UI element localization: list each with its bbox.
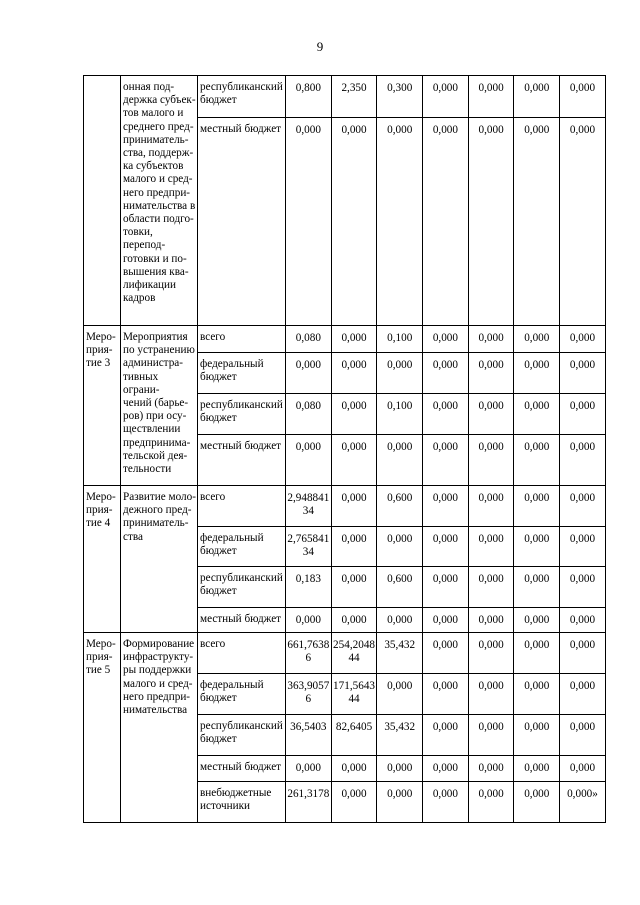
page-number: 9 [316,39,324,54]
value-cell: 0,000 [423,353,469,394]
value-cell: 0,300 [377,76,423,118]
value-cell: 0,000 [560,527,606,567]
value-cell: 0,000 [286,608,332,633]
value-cell: 0,000 [377,674,423,715]
value-cell: 0,000» [560,782,606,823]
value-cell: 0,000 [468,674,514,715]
value-cell: 0,000 [286,435,332,486]
value-cell: 0,000 [377,756,423,782]
value-cell: 0,000 [423,715,469,756]
value-cell: 0,000 [514,782,560,823]
value-cell: 0,000 [423,435,469,486]
value-cell: 36,5403 [286,715,332,756]
value-cell: 0,000 [331,567,377,608]
value-cell: 0,000 [514,715,560,756]
description-cell: онная под- держка субъек- тов малого и среднего пред- приниматель- ства, поддерж- ка субъектов малого и сред- него предпри- нимательства в области подго- товки, перепод- готовки и по- вышения ква- лификации кадров [121,76,198,326]
value-cell: 0,000 [331,118,377,326]
value-cell: 0,000 [331,394,377,435]
value-cell: 82,6405 [331,715,377,756]
value-cell: 0,000 [560,486,606,527]
event-cell: Меро- прия- тие 3 [84,326,121,486]
funding-source-cell: местный бюджет [198,435,286,486]
value-cell: 0,000 [560,715,606,756]
value-cell: 0,183 [286,567,332,608]
value-cell: 2,350 [331,76,377,118]
value-cell: 0,000 [423,76,469,118]
value-cell: 0,000 [377,353,423,394]
value-cell: 35,432 [377,633,423,674]
value-cell: 0,000 [514,118,560,326]
table-row [84,76,606,118]
value-cell: 0,000 [331,435,377,486]
value-cell: 0,000 [423,567,469,608]
value-cell: 0,000 [468,435,514,486]
funding-source-cell: всего [198,326,286,353]
value-cell: 363,9057 6 [286,674,332,715]
table-row [84,326,606,353]
value-cell: 0,000 [468,633,514,674]
value-cell: 0,000 [468,76,514,118]
value-cell: 254,2048 44 [331,633,377,674]
value-cell: 0,000 [423,756,469,782]
value-cell: 0,000 [377,118,423,326]
funding-source-cell: федеральный бюджет [198,527,286,567]
event-cell: Меро- прия- тие 4 [84,486,121,633]
value-cell: 2,765841 34 [286,527,332,567]
value-cell: 0,000 [560,435,606,486]
value-cell: 0,000 [468,756,514,782]
value-cell: 0,000 [514,674,560,715]
value-cell: 0,000 [468,326,514,353]
value-cell: 0,000 [468,353,514,394]
value-cell: 0,800 [286,76,332,118]
value-cell: 0,000 [423,118,469,326]
value-cell: 171,5643 44 [331,674,377,715]
value-cell: 0,000 [377,435,423,486]
funding-source-cell: федеральный бюджет [198,674,286,715]
description-cell: Мероприятия по устранению администра- тивных ограни- чений (барье- ров) при осу- ществлении предпринима- тельской дея- тельности [121,326,198,486]
value-cell: 0,000 [423,782,469,823]
value-cell: 0,000 [514,567,560,608]
value-cell: 0,600 [377,567,423,608]
value-cell: 0,000 [560,326,606,353]
value-cell: 0,000 [514,394,560,435]
value-cell: 0,000 [468,118,514,326]
value-cell: 0,000 [468,486,514,527]
funding-source-cell: местный бюджет [198,756,286,782]
value-cell: 0,000 [468,782,514,823]
value-cell: 0,000 [514,486,560,527]
event-cell: Меро- прия- тие 5 [84,633,121,823]
value-cell: 0,080 [286,394,332,435]
funding-source-cell: республиканский бюджет [198,394,286,435]
table-row [84,486,606,527]
value-cell: 0,000 [514,608,560,633]
budget-table-body [84,76,606,823]
value-cell: 0,000 [331,326,377,353]
value-cell: 0,000 [514,527,560,567]
value-cell: 0,100 [377,394,423,435]
value-cell: 0,000 [331,608,377,633]
value-cell: 0,000 [423,326,469,353]
value-cell: 0,000 [377,527,423,567]
value-cell: 0,000 [423,674,469,715]
value-cell: 0,000 [423,608,469,633]
funding-source-cell: местный бюджет [198,608,286,633]
funding-source-cell: местный бюджет [198,118,286,326]
value-cell: 0,600 [377,486,423,527]
value-cell: 0,000 [514,353,560,394]
value-cell: 0,000 [423,394,469,435]
funding-source-cell: внебюджетные источники [198,782,286,823]
value-cell: 0,000 [514,756,560,782]
value-cell: 0,000 [560,674,606,715]
value-cell: 0,000 [331,353,377,394]
value-cell: 0,000 [514,76,560,118]
value-cell: 0,000 [560,394,606,435]
value-cell: 0,000 [514,633,560,674]
value-cell: 0,000 [468,394,514,435]
value-cell: 0,000 [560,608,606,633]
value-cell: 0,000 [377,608,423,633]
value-cell: 0,000 [560,633,606,674]
value-cell: 0,000 [423,527,469,567]
value-cell: 0,100 [377,326,423,353]
value-cell: 0,000 [468,527,514,567]
value-cell: 0,000 [560,353,606,394]
value-cell: 0,000 [331,527,377,567]
funding-source-cell: республиканский бюджет [198,715,286,756]
value-cell: 0,000 [286,118,332,326]
description-cell: Формирование инфраструкту- ры поддержки малого и сред- него предпри- нимательства [121,633,198,823]
value-cell: 0,080 [286,326,332,353]
value-cell: 0,000 [331,756,377,782]
value-cell: 0,000 [514,326,560,353]
budget-table [83,75,606,823]
value-cell: 0,000 [560,118,606,326]
value-cell: 2,948841 34 [286,486,332,527]
value-cell: 0,000 [560,567,606,608]
funding-source-cell: республиканский бюджет [198,567,286,608]
value-cell: 0,000 [468,715,514,756]
value-cell: 261,3178 [286,782,332,823]
value-cell: 0,000 [377,782,423,823]
value-cell: 0,000 [331,782,377,823]
value-cell: 0,000 [423,486,469,527]
value-cell: 35,432 [377,715,423,756]
funding-source-cell: всего [198,633,286,674]
value-cell: 0,000 [286,756,332,782]
value-cell: 661,7638 6 [286,633,332,674]
value-cell: 0,000 [560,756,606,782]
table-row [84,633,606,674]
event-cell [84,76,121,326]
value-cell: 0,000 [560,76,606,118]
description-cell: Развитие моло- дежного пред- приниматель- ства [121,486,198,633]
value-cell: 0,000 [468,567,514,608]
value-cell: 0,000 [514,435,560,486]
value-cell: 0,000 [468,608,514,633]
funding-source-cell: всего [198,486,286,527]
funding-source-cell: федеральный бюджет [198,353,286,394]
value-cell: 0,000 [286,353,332,394]
funding-source-cell: республиканский бюджет [198,76,286,118]
value-cell: 0,000 [423,633,469,674]
value-cell: 0,000 [331,486,377,527]
